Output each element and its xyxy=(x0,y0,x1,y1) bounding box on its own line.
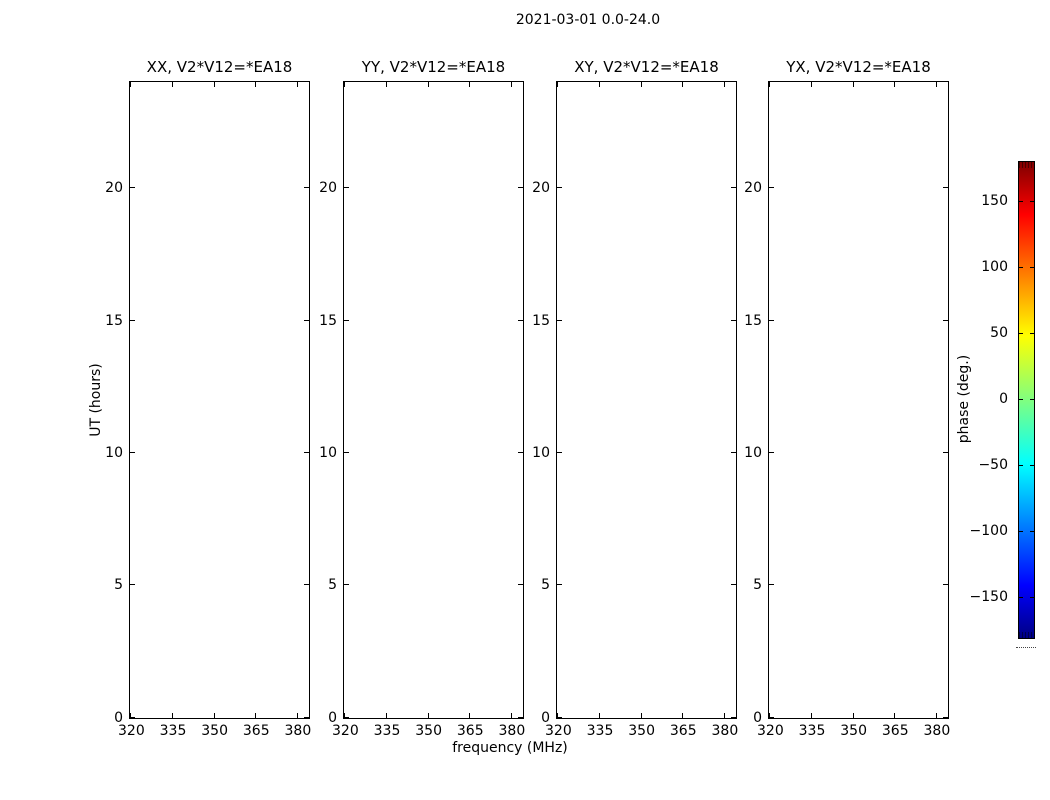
y-tick-mark xyxy=(769,717,774,718)
colorbar-tick-mark xyxy=(1019,465,1023,466)
x-tick-label: 350 xyxy=(415,723,442,739)
x-tick-label: 365 xyxy=(669,723,697,739)
y-tick-label: 5 xyxy=(541,577,550,594)
x-tick-mark xyxy=(853,82,854,87)
y-tick-mark xyxy=(130,452,135,453)
x-tick-label: 380 xyxy=(498,723,526,739)
y-tick-label: 20 xyxy=(532,179,550,196)
y-tick-mark xyxy=(769,452,774,453)
x-tick-label: 335 xyxy=(373,723,401,739)
x-tick-mark xyxy=(682,713,683,718)
y-tick-label: 10 xyxy=(319,445,337,461)
x-tick-label: 320 xyxy=(332,723,359,739)
y-tick-mark xyxy=(943,187,948,188)
y-tick-label: 10 xyxy=(105,445,123,461)
colorbar-tick-mark xyxy=(1019,201,1023,202)
x-tick-label: 365 xyxy=(456,723,484,739)
x-tick-label: 320 xyxy=(545,723,572,739)
y-tick-label: 20 xyxy=(105,179,123,196)
x-tick-label: 365 xyxy=(242,723,270,739)
y-tick-mark xyxy=(344,452,349,453)
y-tick-label: 15 xyxy=(319,312,337,329)
x-tick-mark xyxy=(641,713,642,718)
x-tick-mark xyxy=(255,82,256,87)
x-tick-label: 335 xyxy=(586,723,614,739)
colorbar-axis-label: phase (deg.) xyxy=(956,354,972,444)
y-tick-label: 0 xyxy=(541,710,550,726)
y-tick-label: 5 xyxy=(753,577,762,594)
x-tick-mark xyxy=(344,82,345,87)
x-tick-label: 380 xyxy=(284,723,312,739)
subplot-yy-title: YY, V2*V12=*EA18 xyxy=(361,58,506,76)
y-tick-mark xyxy=(769,584,774,585)
x-tick-label: 320 xyxy=(757,723,784,739)
colorbar-tick-label: 150 xyxy=(981,192,1008,209)
x-tick-label: 380 xyxy=(711,723,739,739)
x-tick-mark xyxy=(599,82,600,87)
x-tick-mark xyxy=(769,82,770,87)
y-tick-label: 0 xyxy=(753,710,762,726)
x-tick-mark xyxy=(894,82,895,87)
colorbar-tick-mark xyxy=(1030,201,1034,202)
y-tick-mark xyxy=(344,717,349,718)
x-tick-mark xyxy=(428,82,429,87)
y-tick-mark xyxy=(344,187,349,188)
colorbar-tick-label: 0 xyxy=(999,391,1008,407)
y-axis-label: UT (hours) xyxy=(88,363,104,437)
x-tick-label: 320 xyxy=(118,723,145,739)
y-tick-mark xyxy=(769,320,774,321)
colorbar-tick-label: −100 xyxy=(969,523,1008,540)
x-tick-mark xyxy=(936,82,937,87)
x-tick-mark xyxy=(214,82,215,87)
y-tick-label: 20 xyxy=(319,179,337,196)
y-tick-label: 20 xyxy=(744,179,762,196)
x-tick-mark xyxy=(557,82,558,87)
colorbar-bottom-hatch xyxy=(1019,632,1034,638)
x-tick-mark xyxy=(682,82,683,87)
y-tick-mark xyxy=(557,584,562,585)
x-tick-mark xyxy=(599,713,600,718)
y-tick-mark xyxy=(943,717,948,718)
colorbar-gradient xyxy=(1018,161,1035,639)
x-axis-label: frequency (MHz) xyxy=(452,740,568,756)
x-tick-mark xyxy=(511,82,512,87)
x-tick-mark xyxy=(469,82,470,87)
x-tick-label: 335 xyxy=(159,723,187,739)
x-tick-mark xyxy=(214,713,215,718)
colorbar-tick-mark xyxy=(1019,531,1023,532)
y-tick-mark xyxy=(344,584,349,585)
y-tick-mark xyxy=(130,187,135,188)
y-tick-mark xyxy=(344,320,349,321)
y-tick-label: 10 xyxy=(744,445,762,461)
x-tick-mark xyxy=(724,82,725,87)
colorbar-top-hatch xyxy=(1019,162,1034,168)
figure-title: 2021-03-01 0.0-24.0 xyxy=(515,12,661,28)
colorbar-tick-mark xyxy=(1019,333,1023,334)
x-tick-mark xyxy=(386,82,387,87)
x-tick-mark xyxy=(469,713,470,718)
colorbar-tick-mark xyxy=(1019,597,1023,598)
x-tick-mark xyxy=(853,713,854,718)
x-tick-label: 350 xyxy=(840,723,867,739)
x-tick-mark xyxy=(172,82,173,87)
subplot-xy-title: XY, V2*V12=*EA18 xyxy=(574,58,719,76)
x-tick-mark xyxy=(811,82,812,87)
colorbar-tick-label: 50 xyxy=(990,324,1008,341)
subplot-xy xyxy=(532,58,739,739)
x-tick-label: 335 xyxy=(798,723,826,739)
x-tick-label: 365 xyxy=(881,723,909,739)
x-tick-label: 350 xyxy=(201,723,228,739)
colorbar-tick-label: 100 xyxy=(981,258,1008,275)
subplot-yx xyxy=(744,58,951,739)
y-tick-label: 0 xyxy=(114,710,123,726)
x-tick-mark xyxy=(894,713,895,718)
x-tick-mark xyxy=(641,82,642,87)
colorbar-tick-mark xyxy=(1030,267,1034,268)
y-tick-label: 10 xyxy=(532,445,550,461)
y-tick-mark xyxy=(557,187,562,188)
x-tick-mark xyxy=(936,713,937,718)
y-tick-mark xyxy=(130,320,135,321)
colorbar-tick-mark xyxy=(1030,597,1034,598)
y-tick-mark xyxy=(943,320,948,321)
x-tick-mark xyxy=(811,713,812,718)
x-tick-mark xyxy=(130,82,131,87)
y-tick-mark xyxy=(130,584,135,585)
y-tick-label: 5 xyxy=(328,577,337,594)
y-tick-label: 15 xyxy=(105,312,123,329)
colorbar-tick-mark xyxy=(1019,267,1023,268)
y-tick-label: 0 xyxy=(328,710,337,726)
colorbar-tick-mark xyxy=(1019,399,1023,400)
x-tick-mark xyxy=(386,713,387,718)
subplot-yx-title: YX, V2*V12=*EA18 xyxy=(786,58,931,76)
subplot-xx-title: XX, V2*V12=*EA18 xyxy=(146,58,293,76)
x-tick-mark xyxy=(255,713,256,718)
x-tick-label: 380 xyxy=(923,723,951,739)
y-tick-label: 5 xyxy=(114,577,123,594)
colorbar xyxy=(950,161,1036,637)
x-tick-mark xyxy=(172,713,173,718)
colorbar-tick-label: −150 xyxy=(969,589,1008,606)
x-tick-label: 350 xyxy=(628,723,655,739)
colorbar-tick-mark xyxy=(1030,399,1034,400)
y-tick-mark xyxy=(943,584,948,585)
y-tick-mark xyxy=(130,717,135,718)
y-tick-label: 15 xyxy=(532,312,550,329)
y-tick-mark xyxy=(943,452,948,453)
subplot-yy xyxy=(319,58,526,739)
x-tick-mark xyxy=(428,713,429,718)
y-tick-mark xyxy=(557,717,562,718)
x-tick-mark xyxy=(297,82,298,87)
colorbar-tick-mark xyxy=(1030,465,1034,466)
subplot-xx xyxy=(105,58,312,739)
y-tick-mark xyxy=(557,452,562,453)
colorbar-tick-mark xyxy=(1030,531,1034,532)
y-tick-mark xyxy=(769,187,774,188)
colorbar-tick-label: −50 xyxy=(978,457,1008,474)
colorbar-tick-mark xyxy=(1030,333,1034,334)
colorbar-dotted-edge xyxy=(1016,647,1036,648)
y-tick-mark xyxy=(557,320,562,321)
y-tick-label: 15 xyxy=(744,312,762,329)
